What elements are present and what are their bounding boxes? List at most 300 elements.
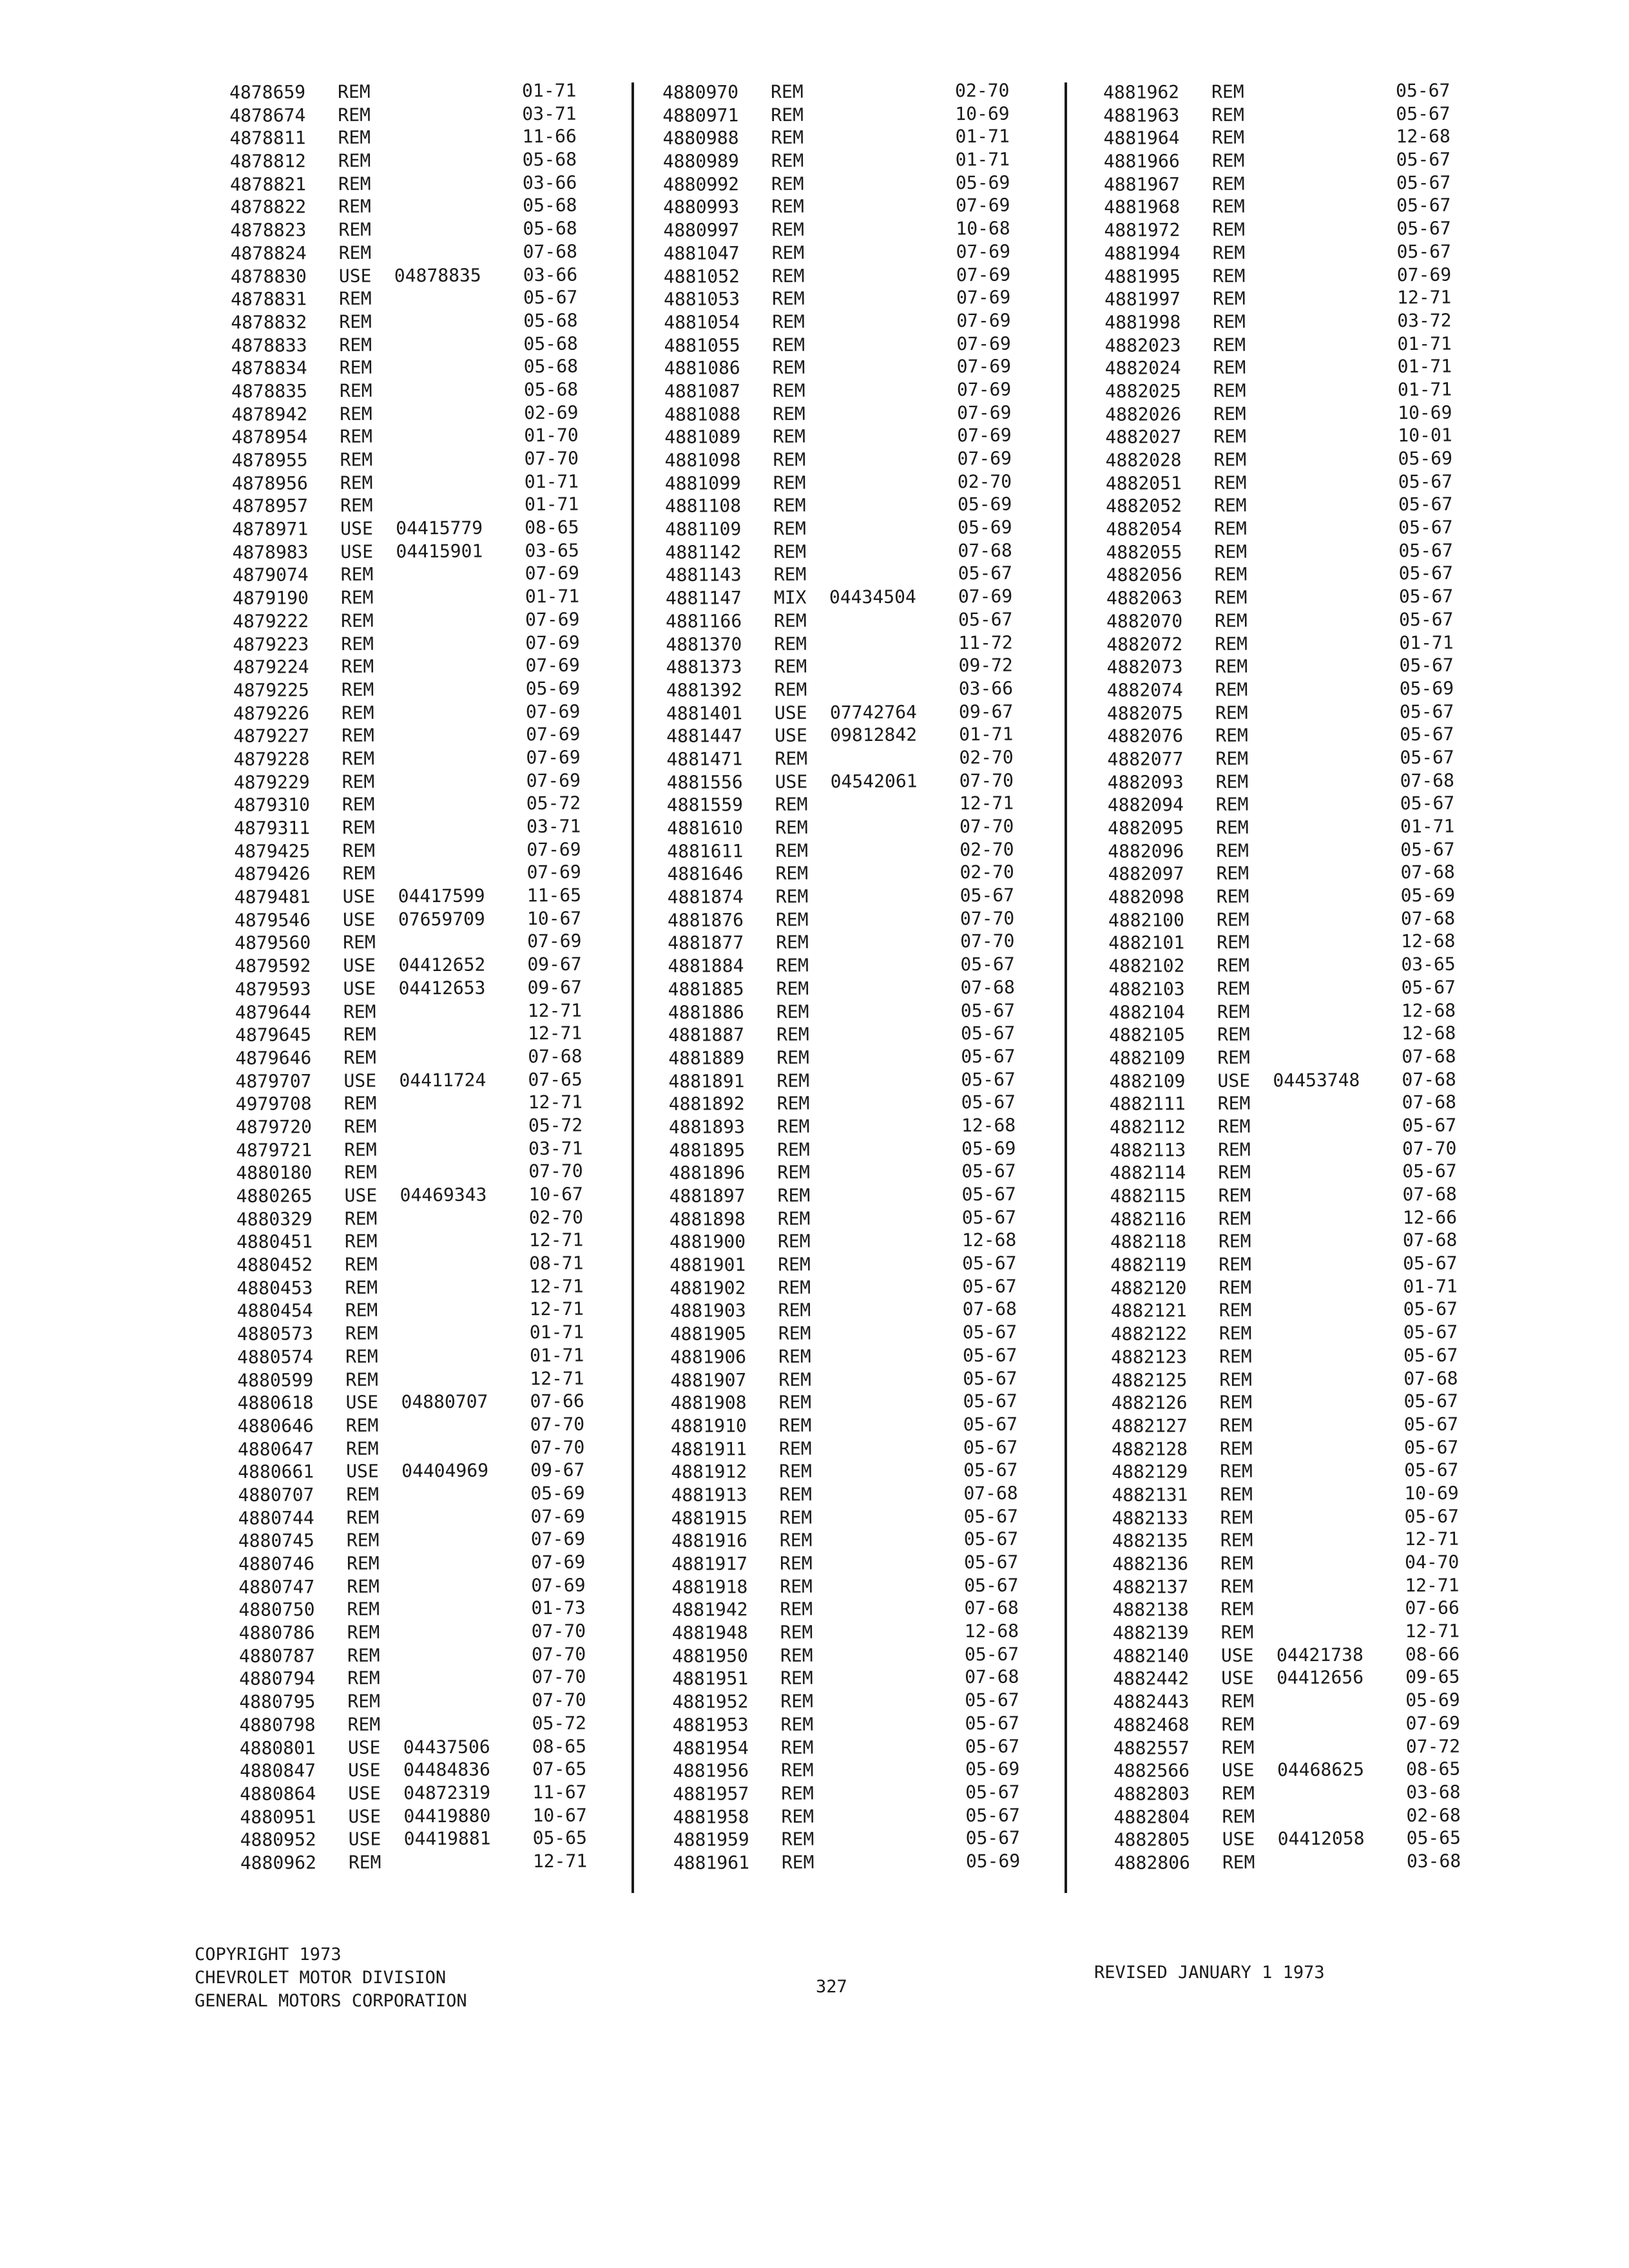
parts-row <box>231 378 618 403</box>
change-date: 12-71 <box>530 1367 584 1389</box>
change-date: 07-68 <box>962 1298 1017 1320</box>
change-date: 05-67 <box>963 1367 1017 1389</box>
parts-row <box>232 470 619 495</box>
parts-row <box>1110 1137 1496 1162</box>
parts-row <box>666 608 1052 633</box>
change-date: 12-71 <box>1405 1620 1460 1642</box>
change-date: 07-65 <box>528 1068 583 1090</box>
part-number: 4880574 <box>236 1346 314 1368</box>
parts-row <box>235 952 621 977</box>
parts-row <box>666 562 1052 587</box>
status-code: REM <box>1218 1231 1251 1253</box>
change-date: 07-66 <box>1405 1597 1460 1619</box>
status-code: REM <box>775 863 809 885</box>
parts-row <box>236 1274 623 1300</box>
parts-row <box>667 814 1054 840</box>
status-code: REM <box>1217 977 1250 999</box>
part-number: 4882023 <box>1104 334 1181 356</box>
change-date: 01-71 <box>524 470 579 492</box>
status-code: USE <box>348 1782 381 1804</box>
change-date: 07-69 <box>1396 264 1452 285</box>
change-date: 09-67 <box>527 976 582 999</box>
status-code: REM <box>778 1276 811 1298</box>
part-number: 4881917 <box>671 1553 748 1575</box>
parts-row <box>1109 1068 1496 1093</box>
corporation-line: GENERAL MOTORS CORPORATION <box>195 1991 467 2011</box>
change-date: 07-68 <box>1402 1091 1457 1113</box>
parts-row <box>666 723 1053 748</box>
change-date: 05-67 <box>1400 838 1455 860</box>
replacement-part-number: 04453748 <box>1273 1069 1360 1091</box>
status-code: REM <box>346 1506 380 1528</box>
part-number: 4880661 <box>238 1461 314 1483</box>
status-code: REM <box>771 127 804 149</box>
part-number: 4882100 <box>1108 909 1185 931</box>
change-date: 07-69 <box>957 401 1012 423</box>
parts-row <box>1113 1642 1499 1667</box>
status-code: REM <box>1213 311 1246 332</box>
part-number: 4881053 <box>663 288 740 311</box>
change-date: 05-69 <box>1398 447 1452 470</box>
parts-row <box>671 1436 1057 1461</box>
change-date: 01-71 <box>521 79 577 102</box>
parts-row <box>671 1481 1057 1506</box>
status-code: REM <box>774 655 807 678</box>
parts-row <box>1113 1803 1500 1829</box>
parts-row <box>1110 1113 1496 1139</box>
part-number: 4880180 <box>236 1162 313 1184</box>
replacement-part-number: 04872319 <box>403 1782 491 1804</box>
status-code: REM <box>1219 1300 1252 1321</box>
change-date: 10-67 <box>528 1183 583 1206</box>
parts-row <box>671 1528 1058 1553</box>
status-code: REM <box>779 1460 812 1483</box>
status-code: REM <box>1217 1023 1250 1046</box>
change-date: 05-67 <box>963 1413 1018 1436</box>
part-number: 4882140 <box>1112 1644 1190 1667</box>
part-number: 4879229 <box>233 771 310 793</box>
status-code: USE <box>348 1805 381 1827</box>
part-number: 4882133 <box>1112 1506 1188 1529</box>
change-date: 12-71 <box>528 1091 583 1113</box>
parts-row <box>669 1182 1055 1207</box>
part-number: 4879226 <box>233 702 310 724</box>
parts-row <box>667 838 1054 863</box>
parts-row <box>670 1206 1056 1231</box>
parts-row <box>1107 745 1494 771</box>
parts-row <box>663 194 1050 219</box>
part-number: 4881948 <box>671 1622 748 1644</box>
change-date: 07-68 <box>963 1482 1018 1504</box>
parts-row <box>1113 1780 1500 1805</box>
change-date: 04-70 <box>1404 1551 1460 1573</box>
part-number: 4881893 <box>668 1116 746 1138</box>
status-code: REM <box>338 127 371 149</box>
status-code: REM <box>1220 1483 1253 1505</box>
change-date: 05-67 <box>1403 1390 1458 1412</box>
change-date: 08-66 <box>1405 1643 1460 1665</box>
part-number: 4881956 <box>672 1760 749 1782</box>
status-code: REM <box>775 747 808 769</box>
part-number: 4881109 <box>665 518 742 541</box>
parts-row <box>671 1597 1058 1622</box>
parts-row <box>238 1481 624 1506</box>
part-number: 4879190 <box>232 587 309 610</box>
status-code: REM <box>345 1300 378 1321</box>
change-date: 05-72 <box>532 1712 586 1734</box>
change-date: 05-67 <box>1399 608 1454 631</box>
status-code: REM <box>771 218 805 241</box>
part-number: 4880997 <box>663 219 740 242</box>
status-code: REM <box>347 1667 380 1689</box>
part-number: 4881997 <box>1104 288 1181 311</box>
status-code: REM <box>775 840 808 861</box>
parts-row <box>1105 401 1492 426</box>
change-date: 05-67 <box>961 1206 1017 1228</box>
parts-row <box>1104 309 1491 334</box>
status-code: REM <box>777 1161 811 1184</box>
part-number: 4881089 <box>664 426 741 448</box>
part-number: 4879645 <box>235 1024 312 1046</box>
parts-row <box>1104 216 1490 242</box>
change-date: 05-68 <box>523 309 578 332</box>
change-date: 05-68 <box>522 148 577 171</box>
change-date: 05-67 <box>1402 1160 1457 1182</box>
part-number: 4882806 <box>1113 1852 1191 1874</box>
change-date: 07-69 <box>530 1528 586 1550</box>
parts-row <box>1113 1666 1499 1691</box>
parts-row <box>231 424 618 449</box>
status-code: REM <box>1221 1713 1255 1735</box>
part-number: 4878834 <box>231 357 307 380</box>
status-code: REM <box>345 1322 378 1345</box>
parts-row <box>1109 1044 1496 1070</box>
part-number: 4882109 <box>1109 1047 1186 1069</box>
status-code: REM <box>341 633 374 655</box>
part-number: 4878674 <box>229 104 306 126</box>
status-code: REM <box>781 1828 815 1850</box>
parts-row <box>1114 1849 1501 1874</box>
change-date: 07-68 <box>960 976 1015 999</box>
parts-row <box>236 1137 622 1162</box>
part-number: 4881611 <box>667 840 744 862</box>
status-code: REM <box>339 356 372 379</box>
change-date: 09-72 <box>958 654 1013 677</box>
change-date: 07-68 <box>1402 1229 1458 1251</box>
part-number: 4881099 <box>664 472 741 494</box>
status-code: REM <box>1216 908 1249 930</box>
change-date: 05-67 <box>963 1436 1018 1458</box>
status-code: REM <box>1221 1736 1255 1758</box>
part-number: 4880707 <box>238 1484 314 1506</box>
parts-row <box>239 1666 626 1691</box>
status-code: REM <box>777 1139 810 1160</box>
status-code: REM <box>778 1253 811 1276</box>
status-code: REM <box>340 495 373 517</box>
change-date: 07-70 <box>528 1160 583 1182</box>
status-code: USE <box>775 771 808 793</box>
status-code: USE <box>347 1759 381 1782</box>
change-date: 05-65 <box>1406 1827 1461 1849</box>
replacement-part-number: 04469343 <box>400 1184 487 1206</box>
status-code: REM <box>345 1414 379 1436</box>
status-code: REM <box>773 425 806 448</box>
part-number: 4878812 <box>229 150 306 173</box>
change-date: 07-68 <box>1402 1045 1456 1068</box>
status-code: REM <box>338 149 371 172</box>
part-number: 4882095 <box>1107 817 1184 839</box>
part-number: 4880989 <box>662 150 739 173</box>
change-date: 01-71 <box>955 126 1010 148</box>
change-date: 07-69 <box>956 286 1011 309</box>
status-code: REM <box>778 1322 811 1345</box>
replacement-part-number: 04542061 <box>830 770 918 793</box>
parts-row <box>1103 102 1490 127</box>
change-date: 05-67 <box>1400 746 1454 769</box>
status-code: REM <box>347 1575 380 1597</box>
change-date: 07-69 <box>956 240 1011 263</box>
status-code: MIX <box>773 586 807 609</box>
part-number: 4881646 <box>667 863 744 885</box>
change-date: 07-69 <box>526 861 581 883</box>
change-date: 05-67 <box>1396 171 1451 193</box>
change-date: 10-67 <box>532 1804 587 1826</box>
parts-column-1 <box>229 79 627 1885</box>
change-date: 12-71 <box>529 1275 584 1297</box>
replacement-part-number: 04419880 <box>403 1805 491 1827</box>
change-date: 05-67 <box>1402 1114 1457 1137</box>
parts-row <box>670 1251 1056 1276</box>
part-number: 4880746 <box>238 1553 315 1575</box>
replacement-part-number: 04417599 <box>398 885 485 907</box>
parts-row <box>1114 1827 1501 1852</box>
part-number: 4880795 <box>239 1691 316 1713</box>
change-date: 01-71 <box>1397 332 1452 354</box>
change-date: 07-69 <box>956 378 1012 401</box>
change-date: 05-67 <box>1400 793 1455 814</box>
change-date: 03-72 <box>1397 309 1452 332</box>
change-date: 10-69 <box>1404 1482 1459 1504</box>
status-code: REM <box>1216 840 1249 861</box>
parts-row <box>1113 1735 1500 1760</box>
change-date: 05-67 <box>960 999 1016 1021</box>
change-date: 01-71 <box>1397 378 1452 401</box>
change-date: 07-69 <box>957 447 1012 470</box>
status-code: REM <box>338 218 372 241</box>
status-code: REM <box>341 610 374 631</box>
part-number: 4878831 <box>230 288 307 311</box>
part-number: 4882103 <box>1108 978 1185 1000</box>
part-number: 4880599 <box>237 1369 314 1391</box>
status-code: REM <box>1216 863 1249 885</box>
parts-row <box>1104 240 1491 265</box>
status-code: USE <box>343 977 376 999</box>
change-date: 05-69 <box>961 1137 1016 1159</box>
status-code: USE <box>342 885 376 908</box>
change-date: 05-67 <box>1403 1436 1459 1458</box>
parts-row <box>672 1642 1059 1667</box>
part-number: 4882056 <box>1106 564 1182 586</box>
status-code: REM <box>772 334 805 356</box>
part-number: 4881916 <box>671 1530 747 1552</box>
change-date: 10-67 <box>526 907 582 929</box>
status-code: REM <box>1214 517 1247 540</box>
part-number: 4881087 <box>664 380 741 402</box>
change-date: 03-65 <box>1401 953 1456 975</box>
part-number: 4880452 <box>236 1254 313 1276</box>
status-code: REM <box>1217 954 1250 977</box>
change-date: 07-69 <box>525 654 580 677</box>
parts-row <box>236 1206 623 1231</box>
parts-row <box>234 814 621 840</box>
status-code: REM <box>339 334 372 356</box>
parts-row <box>240 1757 626 1782</box>
part-number: 4881968 <box>1104 196 1181 218</box>
part-number: 4881959 <box>673 1829 749 1851</box>
parts-row <box>1109 999 1496 1024</box>
part-number: 4882127 <box>1111 1415 1188 1437</box>
part-number: 4879426 <box>234 863 311 885</box>
part-number: 4881962 <box>1103 81 1180 103</box>
replacement-part-number: 04880707 <box>401 1390 488 1413</box>
status-code: REM <box>1218 1161 1251 1184</box>
change-date: 05-72 <box>528 1114 583 1137</box>
change-date: 05-67 <box>962 1321 1017 1343</box>
change-date: 07-68 <box>965 1666 1019 1688</box>
part-number: 4881966 <box>1103 150 1180 173</box>
parts-row <box>233 745 620 771</box>
part-number: 4882131 <box>1112 1484 1188 1506</box>
replacement-part-number: 04484836 <box>403 1758 490 1781</box>
part-number: 4881401 <box>666 702 743 724</box>
change-date: 05-67 <box>1404 1505 1460 1527</box>
change-date: 10-69 <box>955 102 1010 124</box>
part-number: 4881912 <box>671 1461 747 1483</box>
change-date: 05-67 <box>1403 1344 1458 1367</box>
parts-row <box>662 102 1049 127</box>
parts-row <box>233 608 619 633</box>
column-divider-1 <box>631 82 634 1893</box>
change-date: 05-67 <box>1404 1459 1459 1481</box>
change-date: 01-71 <box>525 585 580 608</box>
part-number: 4882063 <box>1106 587 1183 610</box>
parts-row <box>233 631 619 656</box>
status-code: REM <box>776 932 809 954</box>
part-number: 4881903 <box>670 1300 746 1322</box>
status-code: REM <box>780 1667 813 1689</box>
status-code: REM <box>342 863 376 885</box>
status-code: REM <box>344 1231 378 1253</box>
part-number: 4880798 <box>239 1714 316 1736</box>
change-date: 05-67 <box>961 1160 1016 1182</box>
part-number: 4879225 <box>233 679 309 701</box>
change-date: 07-68 <box>1402 1183 1457 1206</box>
replacement-part-number: 04437506 <box>403 1736 490 1758</box>
parts-row <box>233 654 619 679</box>
status-code: REM <box>771 81 804 102</box>
part-number: 4881951 <box>672 1667 749 1690</box>
status-code: REM <box>1211 104 1244 126</box>
part-number: 4880646 <box>237 1415 314 1437</box>
change-date: 07-69 <box>527 930 582 952</box>
change-date: 05-69 <box>957 494 1012 515</box>
replacement-part-number: 04415901 <box>396 540 483 562</box>
status-code: REM <box>772 380 805 401</box>
part-number: 4882051 <box>1105 472 1182 494</box>
parts-row <box>1108 883 1495 908</box>
part-number: 4879227 <box>233 725 310 747</box>
parts-row <box>231 401 618 426</box>
parts-row <box>230 171 617 196</box>
status-code: REM <box>340 403 372 425</box>
part-number: 4882026 <box>1105 403 1182 425</box>
status-code: USE <box>340 541 374 562</box>
change-date: 01-71 <box>955 148 1010 171</box>
parts-row <box>1106 470 1492 495</box>
part-number: 4881901 <box>670 1254 746 1276</box>
parts-row <box>670 1343 1057 1369</box>
parts-row <box>668 907 1054 932</box>
part-number: 4878835 <box>231 380 308 402</box>
part-number: 4882054 <box>1106 518 1182 541</box>
parts-row <box>238 1550 625 1575</box>
status-code: REM <box>346 1529 380 1552</box>
status-code: REM <box>780 1690 814 1713</box>
part-number: 4979708 <box>235 1093 312 1115</box>
parts-row <box>1108 907 1495 932</box>
change-date: 05-67 <box>963 1528 1019 1550</box>
parts-row <box>236 1160 622 1185</box>
parts-row <box>1112 1573 1499 1599</box>
status-code: REM <box>1219 1369 1252 1390</box>
parts-row <box>664 309 1050 334</box>
change-date: 11-65 <box>526 884 582 907</box>
parts-row <box>1105 424 1492 449</box>
parts-row <box>671 1573 1058 1599</box>
part-number: 4881108 <box>664 495 742 517</box>
part-number: 4881559 <box>666 794 743 816</box>
part-number: 4881954 <box>672 1736 749 1759</box>
change-date: 05-67 <box>962 1344 1017 1367</box>
parts-row <box>235 883 621 908</box>
change-date: 05-69 <box>530 1482 585 1504</box>
parts-row <box>1108 769 1494 794</box>
part-number: 4881052 <box>663 265 740 287</box>
parts-row <box>668 952 1054 977</box>
change-date: 05-67 <box>964 1574 1019 1596</box>
part-number: 4880265 <box>236 1185 313 1207</box>
change-date: 05-67 <box>1396 102 1451 124</box>
status-code: REM <box>1215 747 1249 769</box>
status-code: REM <box>1213 495 1247 517</box>
status-code: REM <box>1222 1851 1255 1873</box>
part-number: 4880786 <box>238 1622 315 1644</box>
parts-row <box>666 631 1052 656</box>
parts-row <box>1109 1021 1496 1046</box>
parts-row <box>669 1113 1055 1139</box>
status-code: REM <box>1220 1621 1254 1643</box>
change-date: 12-71 <box>527 1022 583 1044</box>
change-date: 05-67 <box>959 884 1015 907</box>
parts-row <box>237 1389 624 1414</box>
change-date: 05-67 <box>965 1781 1020 1803</box>
parts-row <box>230 216 617 242</box>
part-number: 4880992 <box>662 173 740 195</box>
parts-row <box>665 493 1052 518</box>
status-code: REM <box>1211 127 1245 149</box>
status-code: USE <box>348 1828 381 1850</box>
status-code: REM <box>1213 356 1246 379</box>
